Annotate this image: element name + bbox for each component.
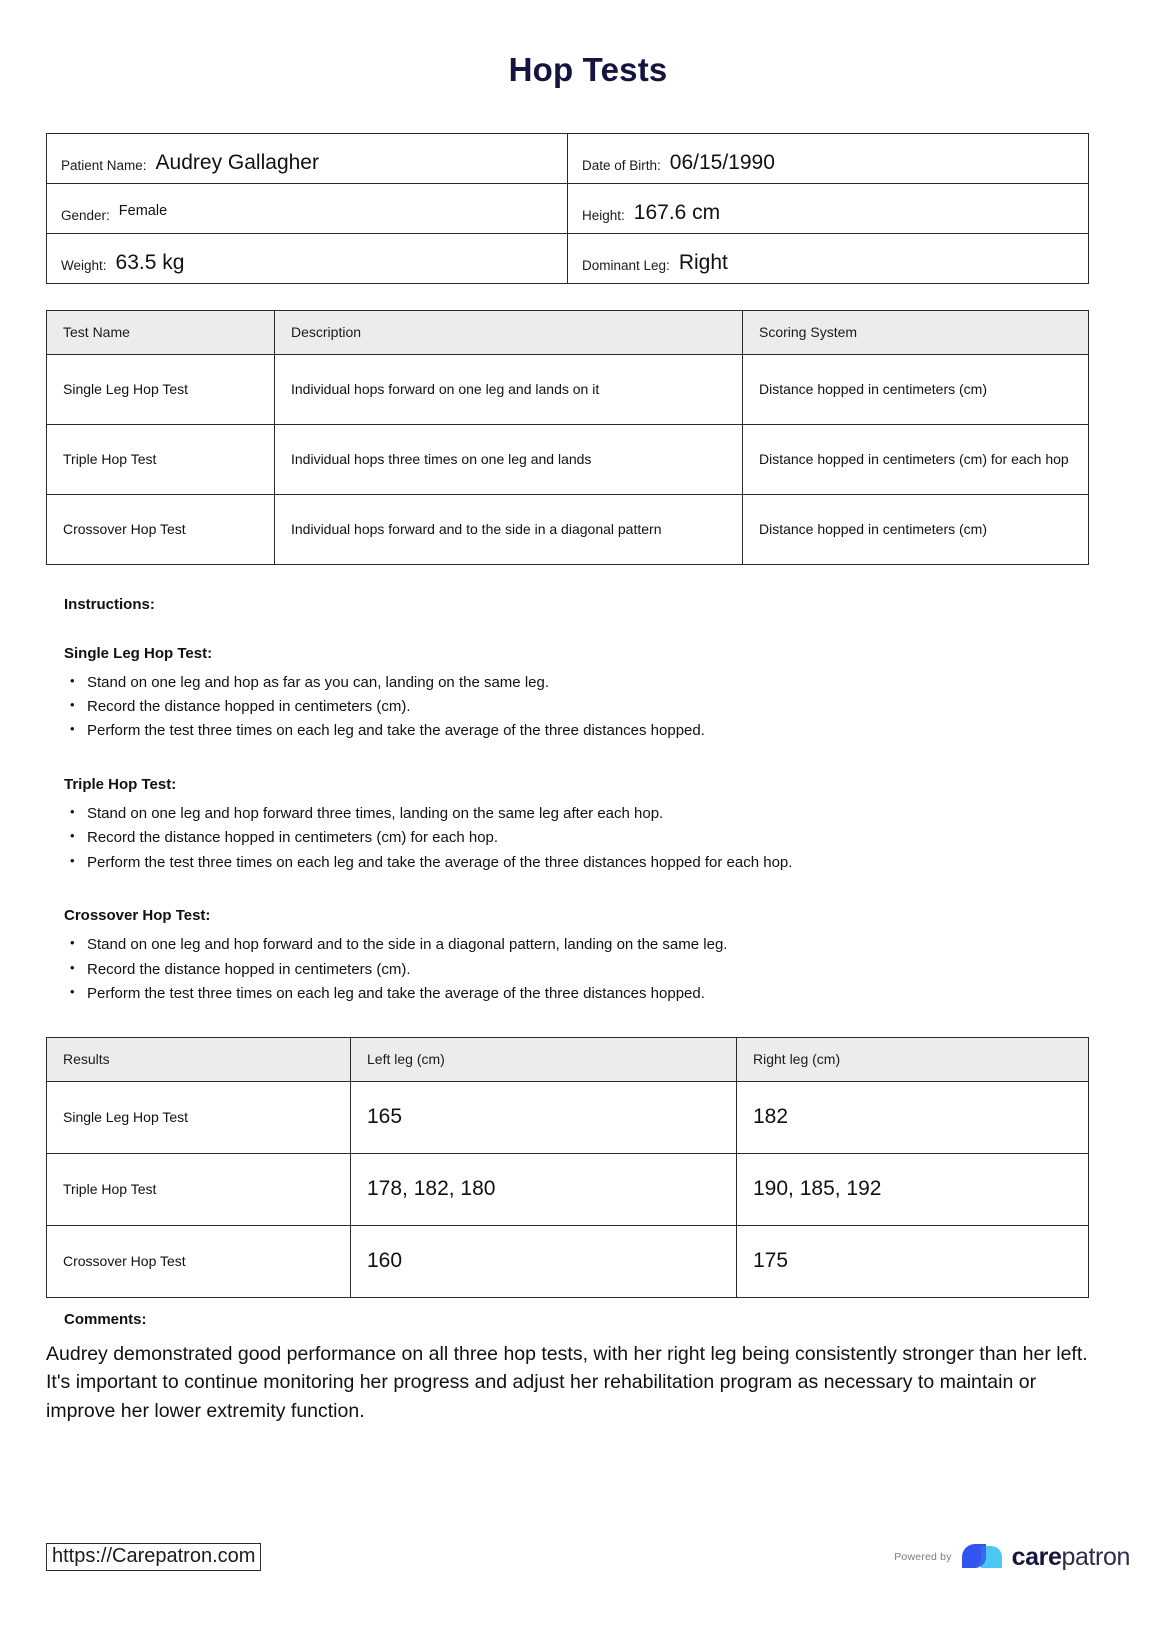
- instruction-group-title: Triple Hop Test:: [64, 775, 177, 793]
- test-scoring-cell: Distance hopped in centimeters (cm) for each hop: [743, 424, 1089, 494]
- height-value: 167.6 cm: [633, 200, 721, 224]
- instruction-group-single-leg-hop-test: [64, 645, 1130, 744]
- instructions-section: [46, 596, 1130, 1007]
- instruction-list: [64, 933, 1130, 1006]
- weight-label: Weight:: [61, 257, 107, 273]
- comments-label: Comments:: [64, 1310, 147, 1328]
- results-header-right-leg: Right leg (cm): [737, 1037, 1089, 1081]
- patient-info-row: [47, 233, 1089, 283]
- powered-by-label: Powered by: [894, 1551, 952, 1563]
- table-row: [47, 424, 1089, 494]
- instruction-group-crossover-hop-test: [64, 907, 1130, 1006]
- test-scoring-cell: Distance hopped in centimeters (cm): [743, 354, 1089, 424]
- gender-cell[interactable]: [47, 183, 568, 233]
- result-left-leg-cell[interactable]: 160: [351, 1225, 737, 1297]
- instructions-heading: Instructions:: [64, 595, 155, 613]
- test-name-cell: Crossover Hop Test: [47, 494, 275, 564]
- list-item: • Perform the test three times on each leg and take the average of the three distances hopped.: [64, 719, 1130, 743]
- table-row: [47, 1225, 1089, 1297]
- carepatron-wordmark-patron: patron: [1061, 1542, 1130, 1571]
- result-test-name-cell: Single Leg Hop Test: [47, 1081, 351, 1153]
- date-of-birth-value: 06/15/1990: [669, 150, 775, 174]
- test-description-cell: Individual hops forward and to the side in a diagonal pattern: [275, 494, 743, 564]
- result-left-leg-cell[interactable]: 165: [351, 1081, 737, 1153]
- patient-info-row: [47, 133, 1089, 183]
- list-item: • Perform the test three times on each leg and take the average of the three distances hopped.: [64, 982, 1130, 1006]
- carepatron-branding: [894, 1542, 1130, 1572]
- tests-description-table: [46, 310, 1089, 565]
- dominant-leg-label: Dominant Leg:: [582, 257, 670, 273]
- carepatron-logo-icon: [961, 1542, 1003, 1572]
- result-right-leg-cell[interactable]: 182: [737, 1081, 1089, 1153]
- result-left-leg-cell[interactable]: 178, 182, 180: [351, 1153, 737, 1225]
- test-name-cell: Triple Hop Test: [47, 424, 275, 494]
- table-row: [47, 1081, 1089, 1153]
- height-label: Height:: [582, 207, 625, 223]
- patient-name-label: Patient Name:: [61, 157, 147, 173]
- list-item: • Record the distance hopped in centimeters (cm).: [64, 695, 1130, 719]
- gender-label: Gender:: [61, 208, 110, 224]
- list-item: • Stand on one leg and hop forward and to the side in a diagonal pattern, landing on the same leg.: [64, 933, 1130, 957]
- date-of-birth-label: Date of Birth:: [582, 157, 661, 173]
- instruction-group-triple-hop-test: [64, 776, 1130, 875]
- dominant-leg-value: Right: [678, 250, 728, 274]
- patient-info-row: [47, 183, 1089, 233]
- patient-name-value: Audrey Gallagher: [155, 150, 319, 174]
- result-test-name-cell: Crossover Hop Test: [47, 1225, 351, 1297]
- result-test-name-cell: Triple Hop Test: [47, 1153, 351, 1225]
- dominant-leg-cell[interactable]: [568, 233, 1089, 283]
- page-footer: [46, 1542, 1130, 1572]
- comments-text[interactable]: Audrey demonstrated good performance on all three hop tests, with her right leg being consistently stronger than her left. It's important to continue monitoring her progress and adjust her rehabilitation program as necessary to maintain or improve her lower extremity function.: [46, 1342, 1088, 1422]
- list-item: • Stand on one leg and hop as far as you can, landing on the same leg.: [64, 671, 1130, 695]
- patient-info-table: [46, 133, 1089, 284]
- test-scoring-cell: Distance hopped in centimeters (cm): [743, 494, 1089, 564]
- instruction-list: [64, 802, 1130, 875]
- instruction-group-title: Crossover Hop Test:: [64, 907, 211, 925]
- weight-value: 63.5 kg: [115, 250, 185, 274]
- tests-table-header-row: [47, 310, 1089, 354]
- carepatron-wordmark-care: care: [1011, 1542, 1062, 1571]
- gender-value: Female: [118, 203, 168, 220]
- results-table-header-row: [47, 1037, 1089, 1081]
- test-description-cell: Individual hops forward on one leg and lands on it: [275, 354, 743, 424]
- list-item: • Record the distance hopped in centimeters (cm) for each hop.: [64, 826, 1130, 850]
- results-header-results: Results: [47, 1037, 351, 1081]
- tests-header-description: Description: [275, 310, 743, 354]
- list-item: • Perform the test three times on each leg and take the average of the three distances hopped for each hop.: [64, 851, 1130, 875]
- date-of-birth-cell[interactable]: [568, 133, 1089, 183]
- table-row: [47, 494, 1089, 564]
- page-title: Hop Tests: [508, 51, 668, 88]
- list-item: • Record the distance hopped in centimeters (cm).: [64, 958, 1130, 982]
- instruction-list: [64, 671, 1130, 744]
- result-right-leg-cell[interactable]: 190, 185, 192: [737, 1153, 1089, 1225]
- test-name-cell: Single Leg Hop Test: [47, 354, 275, 424]
- tests-header-scoring-system: Scoring System: [743, 310, 1089, 354]
- patient-name-cell[interactable]: [47, 133, 568, 183]
- test-description-cell: Individual hops three times on one leg and lands: [275, 424, 743, 494]
- table-row: [47, 1153, 1089, 1225]
- carepatron-url-link[interactable]: https://Carepatron.com: [46, 1543, 261, 1571]
- weight-cell[interactable]: [47, 233, 568, 283]
- instruction-group-title: Single Leg Hop Test:: [64, 644, 213, 662]
- tests-header-test-name: Test Name: [47, 310, 275, 354]
- results-table: [46, 1037, 1089, 1298]
- results-header-left-leg: Left leg (cm): [351, 1037, 737, 1081]
- carepatron-wordmark: [1011, 1542, 1130, 1571]
- result-right-leg-cell[interactable]: 175: [737, 1225, 1089, 1297]
- table-row: [47, 354, 1089, 424]
- height-cell[interactable]: [568, 183, 1089, 233]
- list-item: • Stand on one leg and hop forward three times, landing on the same leg after each hop.: [64, 802, 1130, 826]
